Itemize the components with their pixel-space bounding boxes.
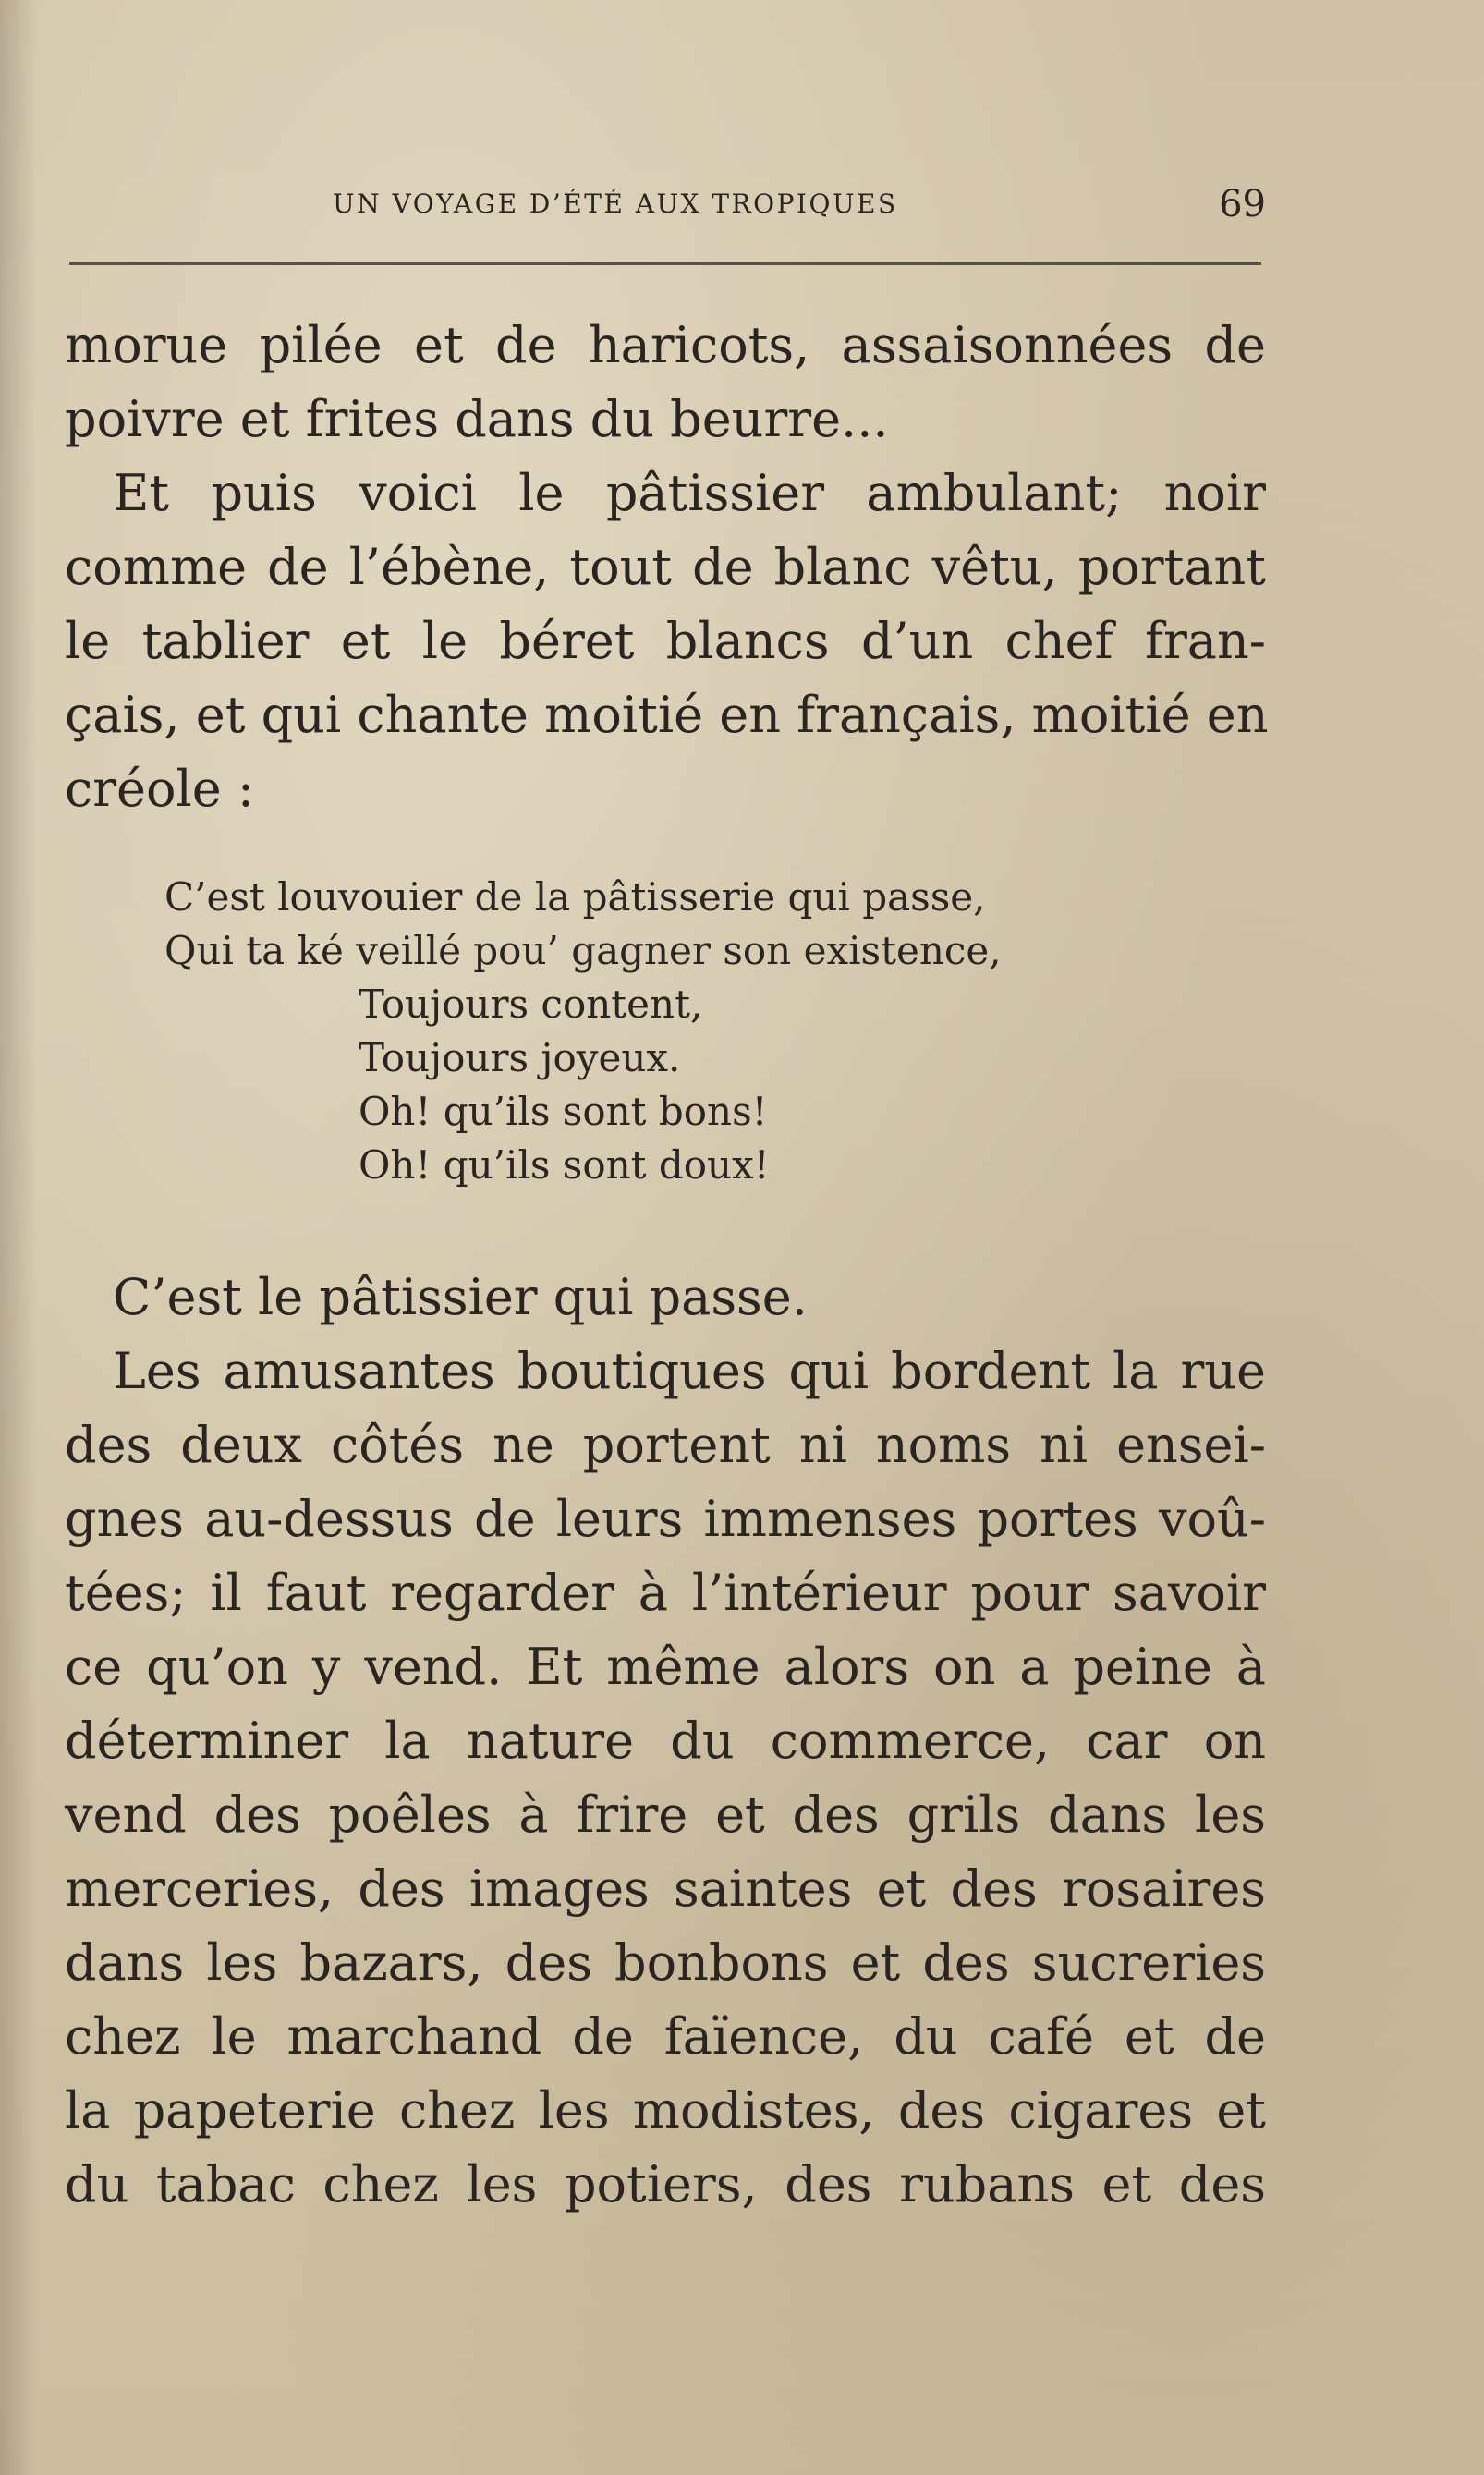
text-line: déterminer la nature du commerce, car on	[65, 1712, 1266, 1770]
verse-line: C’est louvouier de la pâtisserie qui passe,	[164, 874, 986, 920]
body-text-lower	[65, 1261, 1266, 2222]
text-line: C’est le pâtissier qui passe.	[113, 1268, 808, 1326]
verse-line: Oh! qu’ils sont doux!	[359, 1142, 770, 1188]
text-line: la papeterie chez les modistes, des cigares et	[65, 2081, 1266, 2140]
text-line: gnes au-dessus de leurs immenses portes voû-	[65, 1490, 1266, 1548]
text-line: vend des poêles à frire et des grils dans les	[65, 1786, 1266, 1844]
text-line: le tablier et le béret blancs d’un chef fran-	[65, 612, 1266, 670]
text-line: ce qu’on y vend. Et même alors on a peine à	[65, 1638, 1266, 1696]
text-line: du tabac chez les potiers, des rubans et des	[65, 2155, 1266, 2213]
text-line: Et puis voici le pâtissier ambulant; noir	[113, 464, 1266, 522]
verse-line: Oh! qu’ils sont bons!	[359, 1089, 768, 1134]
text-line: des deux côtés ne portent ni noms ni ensei-	[65, 1416, 1266, 1474]
page-number: 69	[1219, 183, 1266, 226]
text-line: çais, et qui chante moitié en français, moitié en	[65, 686, 1269, 744]
running-title: UN VOYAGE D’ÉTÉ AUX TROPIQUES	[333, 189, 898, 219]
song-verse	[164, 871, 1181, 1192]
text-line: comme de l’ébène, tout de blanc vêtu, portant	[65, 538, 1266, 596]
body-text-upper	[65, 309, 1269, 826]
page-gutter-shadow	[0, 0, 37, 2475]
verse-line: Toujours joyeux.	[359, 1035, 681, 1080]
page-header	[333, 183, 1266, 235]
text-line: poivre et frites dans du beurre...	[65, 390, 889, 448]
header-rule	[69, 262, 1261, 265]
text-line: chez le marchand de faïence, du café et de	[65, 2007, 1266, 2066]
text-line: merceries, des images saintes et des rosaires	[65, 1859, 1266, 1918]
text-line: dans les bazars, des bonbons et des sucreries	[65, 1933, 1266, 1992]
text-line: morue pilée et de haricots, assaisonnées de	[65, 316, 1266, 374]
verse-line: Toujours content,	[359, 981, 703, 1027]
text-line: Les amusantes boutiques qui bordent la rue	[113, 1342, 1266, 1400]
verse-line: Qui ta ké veillé pou’ gagner son existence,	[164, 928, 1002, 973]
text-line: créole :	[65, 760, 255, 818]
text-line: tées; il faut regarder à l’intérieur pour savoir	[65, 1564, 1266, 1622]
